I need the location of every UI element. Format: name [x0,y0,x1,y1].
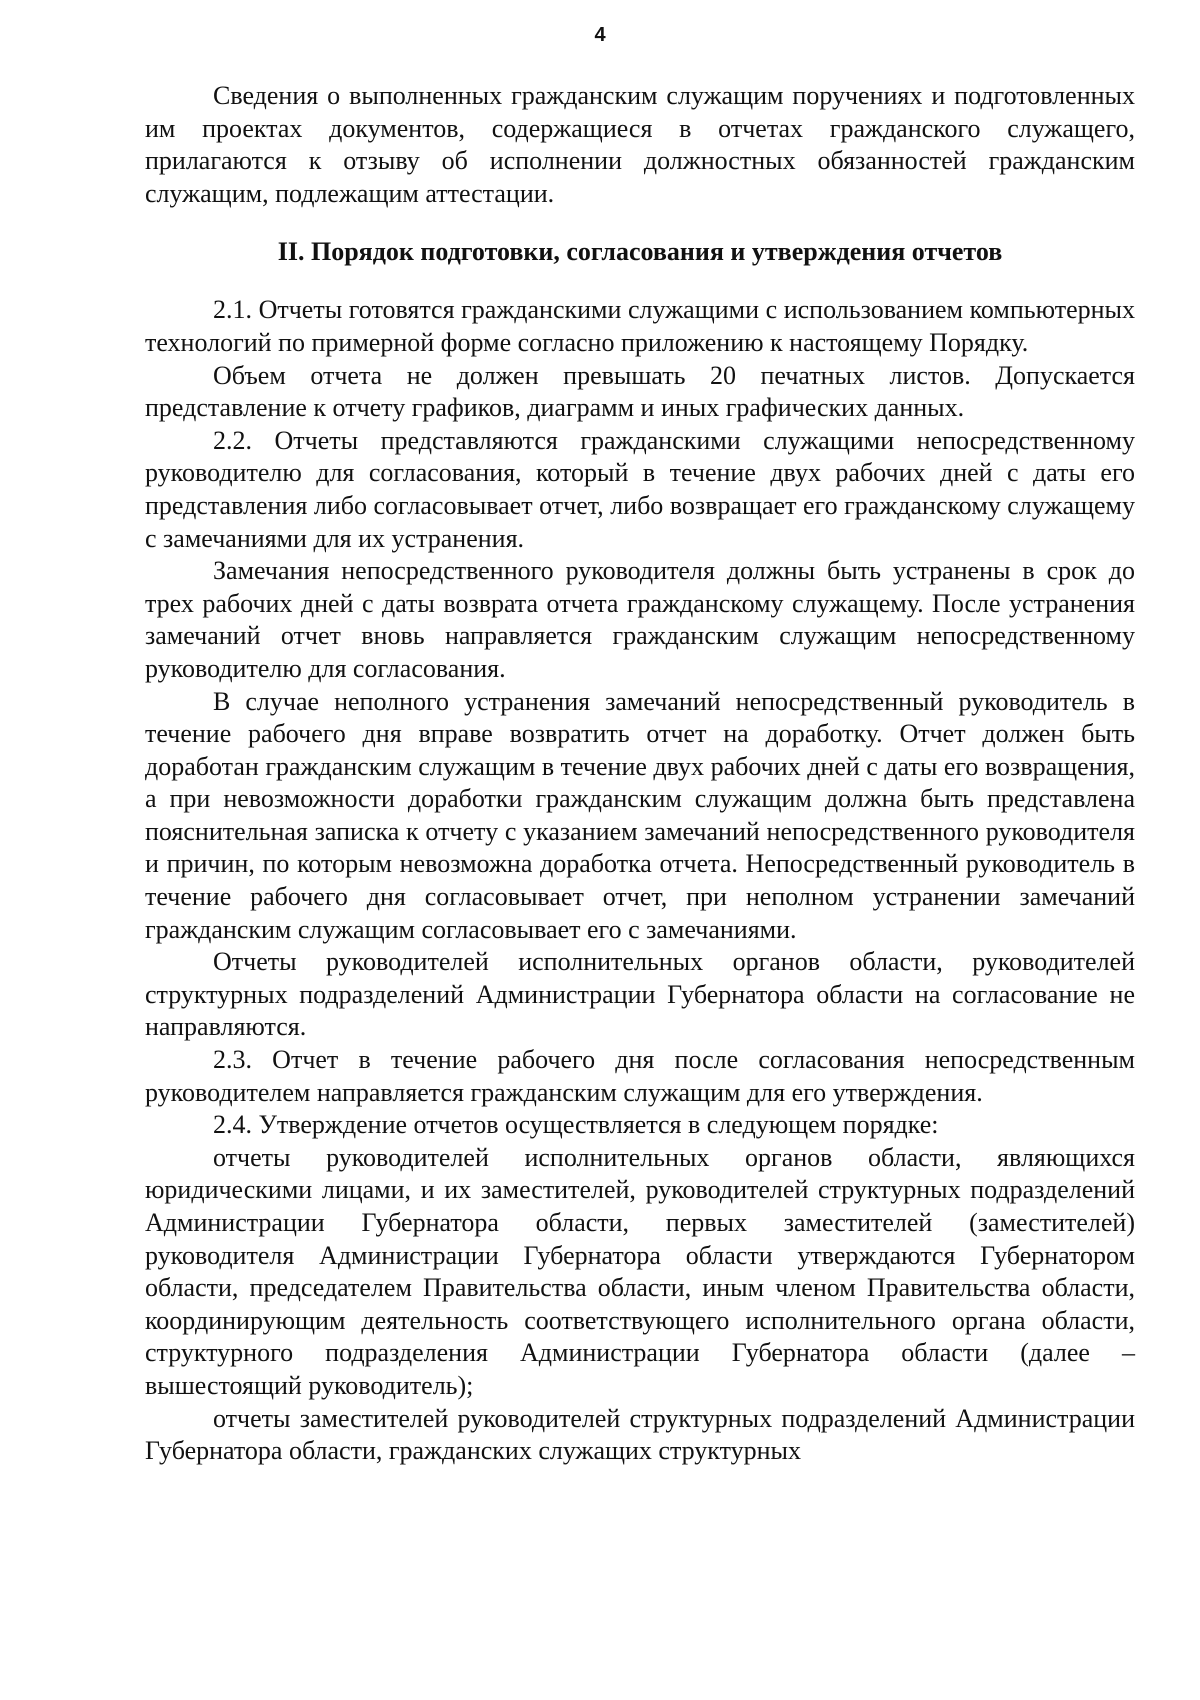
paragraph-approval-deputies: отчеты заместителей руководителей структурных подразделений Администрации Губернатора области, гражданских служащих структурных [145,1403,1135,1466]
section-heading: II. Порядок подготовки, согласования и утверждения отчетов [277,237,1003,267]
paragraph-approval-governor: отчеты руководителей исполнительных органов области, являющихся юридическими лицами, и их заместителей, руководителей структурных подразделений Администрации Губернатора области, первых заместителей (заместителей) руководителя Администрации Губернатора области утверждаются Губернатором области, председателем Правительства области, иным членом Правительства области, координирующим деятельность соответствующего исполнительного органа области, структурного подразделения Администрации Губернатора области (далее – вышестоящий руководитель); [145,1142,1135,1400]
paragraph-2-1: 2.1. Отчеты готовятся гражданскими служащими с использованием компьютерных технологий по примерной форме согласно приложению к настоящему Порядку. [145,295,1135,357]
paragraph-2-3: 2.3. Отчет в течение рабочего дня после согласования непосредственным руководителем направляется гражданским служащим для его утверждения. [145,1045,1135,1107]
document-body [145,80,1135,1468]
paragraph-remarks: Замечания непосредственного руководителя должны быть устранены в срок до трех рабочих дней с даты возврата отчета гражданскому служащему. После устранения замечаний отчет вновь направляется гражданским служащим непосредственному руководителю для согласования. [145,556,1135,683]
paragraph-report-volume: Объем отчета не должен превышать 20 печатных листов. Допускается представление к отчету графиков, диаграмм и иных графических данных. [145,360,1135,423]
paragraph-incomplete-remarks: В случае неполного устранения замечаний непосредственный руководитель в течение рабочего дня вправе возвратить отчет на доработку. Отчет должен быть доработан гражданским служащим в течение двух рабочих дней с даты его возвращения, а при невозможности доработки гражданским служащим должна быть представлена пояснительная записка к отчету с указанием замечаний непосредственного руководителя и причин, по которым невозможна доработка отчета. Непосредственный руководитель в течение рабочего дня согласовывает отчет, при неполном устранении замечаний гражданским служащим согласовывает его с замечаниями. [145,686,1135,944]
page-number: 4 [594,24,606,46]
paragraph-2-4: 2.4. Утверждение отчетов осуществляется в следующем порядке: [213,1110,939,1140]
paragraph-2-2: 2.2. Отчеты представляются гражданскими служащими непосредственному руководителю для согласования, который в течение двух рабочих дней с даты его представления либо согласовывает отчет, либо возвращает его гражданскому служащему с замечаниями для их устранения. [145,425,1135,553]
intro-paragraph: Сведения о выполненных гражданским служащим поручениях и подготовленных им проектах документов, содержащиеся в отчетах гражданского служащего, прилагаются к отзыву об исполнении должностных обязанностей гражданским служащим, подлежащим аттестации. [145,81,1135,208]
paragraph-heads-reports: Отчеты руководителей исполнительных органов области, руководителей структурных подразделений Администрации Губернатора области на согласование не направляются. [145,947,1135,1042]
